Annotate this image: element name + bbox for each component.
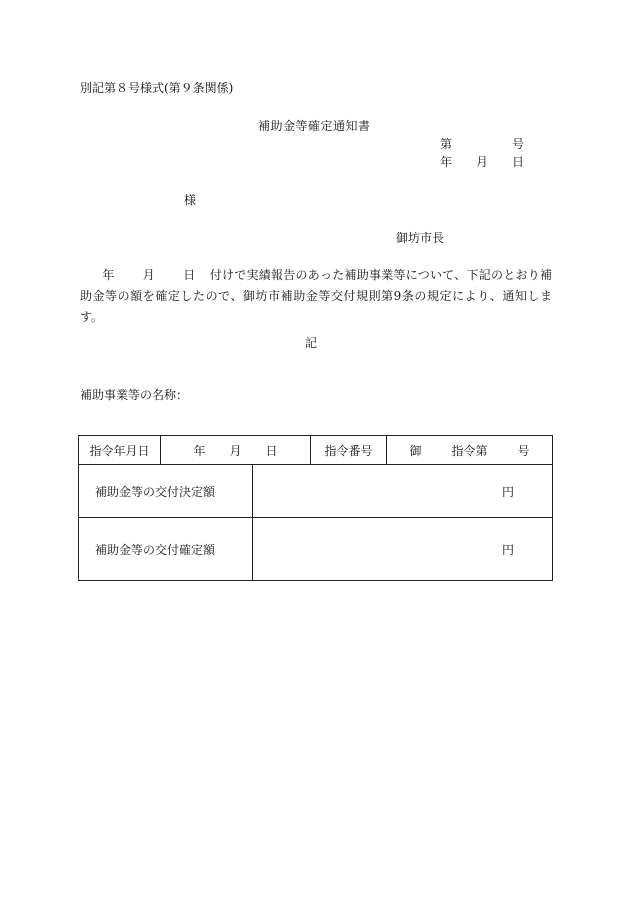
table-row-designation [79,436,553,465]
ki-heading: 記 [305,336,318,350]
confirmed-amount-value [253,518,553,581]
designation-date-day: 日 [265,443,278,458]
project-name-label: 補助事業等の名称： [80,388,189,402]
confirmed-amount-unit: 円 [502,542,515,557]
info-table [78,435,553,581]
body-year: 年 [102,268,115,282]
body-text: 付けで実績報告のあった補助事業等について、下記のとおり補助金等の額を確定したので、御坊市補助金等交付規則第9条の規定により、通知します。 [80,268,552,324]
table-row-confirmed-amount [79,518,553,581]
body-day: 日 [183,268,196,282]
decided-amount-value [253,465,553,518]
document-title: 補助金等確定通知書 [258,119,371,133]
designation-number-shirei-dai: 指令第 [451,443,488,458]
doc-number-suffix: 号 [512,137,525,151]
designation-date-value [161,436,311,465]
designation-number-value [387,436,553,465]
addressee-honorific: 様 [184,193,197,207]
body-paragraph [80,265,552,328]
decided-amount-unit: 円 [502,484,515,499]
designation-date-month: 月 [229,443,242,458]
designation-number-mi: 御 [409,443,422,458]
doc-date-month: 月 [476,155,489,169]
table-row-decided-amount [79,465,553,518]
designation-date-label: 指令年月日 [79,436,161,465]
decided-amount-label: 補助金等の交付決定額 [79,465,253,518]
doc-number-prefix: 第 [440,137,453,151]
designation-number-go: 号 [517,443,530,458]
doc-date-day: 日 [512,155,525,169]
confirmed-amount-label: 補助金等の交付確定額 [79,518,253,581]
doc-date-year: 年 [440,155,453,169]
designation-number-label: 指令番号 [311,436,387,465]
issuer-name: 御坊市長 [396,231,445,245]
designation-date-year: 年 [193,443,206,458]
body-month: 月 [142,268,156,282]
form-label: 別記第８号様式(第９条関係) [80,81,234,95]
